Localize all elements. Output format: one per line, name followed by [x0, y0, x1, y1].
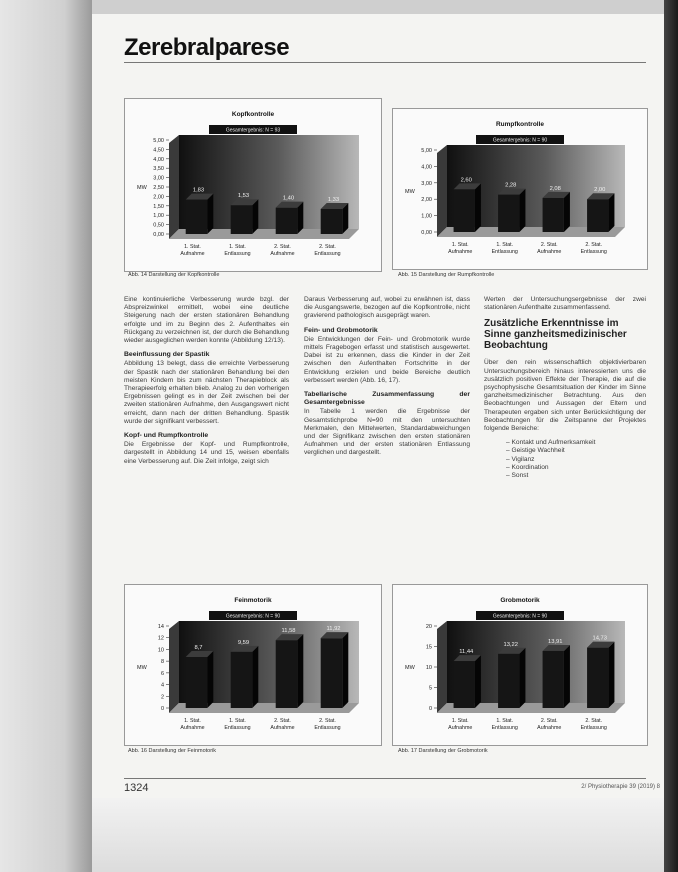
bar-side — [342, 632, 348, 708]
bar-side — [207, 651, 213, 708]
header-rule — [124, 62, 646, 63]
x-tick-label: Entlassung — [224, 251, 251, 257]
x-tick-label: Aufnahme — [537, 249, 562, 255]
x-tick-label: Entlassung — [224, 725, 251, 731]
figure-feinmotorik — [124, 584, 382, 746]
y-tick-label: 0 — [160, 706, 164, 712]
journal-reference: 2/ Physiotherapie 39 (2019) 8 — [581, 784, 660, 790]
paragraph: Eine kontinuierliche Verbesserung wurde bzgl. der Abspreizwinkel ermittelt, wobei eine deutliche Steigerung nach der ersten stationären Behandlung erfolgte und im zu Beginn des 2. Aufenthaltes ein Rückgang zu verzeichnen ist, der durch die Behandlung wieder ausgeglichen werden konnte (Abbildung 12/13). — [124, 296, 289, 345]
text-column-1 — [124, 296, 289, 472]
chart-side-wall — [437, 145, 447, 237]
y-tick-label: 0,00 — [153, 232, 164, 238]
bar-side — [252, 646, 258, 708]
bar — [498, 654, 519, 708]
y-tick-label: 6 — [160, 670, 164, 677]
figure-caption: Abb. 14 Darstellung der Kopfkontrolle — [128, 272, 220, 278]
text-column-2 — [304, 296, 470, 464]
figure-caption: Abb. 16 Darstellung der Feinmotorik — [128, 748, 217, 754]
paragraph: Die Entwicklungen der Fein- und Grobmotorik wurde mittels Fragebogen erfasst und statistisch ausgewertet. Dabei ist zu erkennen, dass die Kinder in der Zeit zwischen den Aufenthalten Fortschritte in der Entwicklung erzielen und beide Bereiche deutlich verbessert werden (Abb. 16, 17). — [304, 335, 470, 384]
y-tick-label: 10 — [157, 647, 164, 654]
y-tick-label: 2,50 — [153, 185, 164, 191]
paragraph: Abbildung 13 belegt, dass die erreichte Verbesserung der Spastik nach der stationären Behandlung bei den meisten Kindern bis zum nächsten Therapieblock als Therapieerfolg erhalten blieb. Analog zu den vorherigen Ergebnissen gelingt es in der Zeit zwischen bei der zweiten stationären Aufnahme, den Ausgangswert nicht erreicht, dann nach der dritten Behandlung. Spastik wurde der signifikant verbessert. — [124, 360, 289, 425]
y-tick-label: 3,50 — [153, 166, 164, 173]
x-tick-label: Aufnahme — [537, 725, 562, 731]
bar — [543, 651, 564, 708]
x-tick-label: 2. Stat. — [540, 242, 558, 248]
bar-side — [475, 183, 481, 232]
y-tick-label: 1,00 — [153, 213, 164, 220]
x-tick-label: 1. Stat. — [496, 718, 514, 724]
figure-rumpfkontrolle — [392, 108, 648, 270]
bar — [231, 205, 253, 234]
bar — [276, 208, 298, 234]
y-axis-label: MW — [137, 185, 147, 191]
list-item: – Geistige Wachheit — [506, 447, 646, 455]
bar — [454, 189, 475, 232]
x-tick-label: 2. Stat. — [585, 242, 603, 248]
page-number: 1324 — [124, 782, 149, 794]
bar — [186, 657, 208, 708]
y-tick-label: 1,00 — [421, 213, 432, 220]
y-axis-label: MW — [405, 189, 415, 195]
chart-svg — [393, 109, 647, 269]
bar-side — [297, 634, 303, 708]
paragraph: Daraus Verbesserung auf, wobei zu erwähnen ist, dass die Ausgangswerte, bezogen auf die Kopfkontrolle, nicht gravierend pathologisch ausgeprägt waren. — [304, 296, 470, 320]
x-tick-label: Entlassung — [580, 249, 607, 255]
data-label: 1,33 — [327, 196, 340, 203]
observation-list — [484, 439, 646, 480]
scan-margin-right — [664, 0, 678, 872]
bar — [321, 638, 343, 708]
bar — [321, 209, 343, 234]
x-tick-label: 1. Stat. — [451, 718, 469, 724]
chart-subtitle: Gesamtergebnis: N = 90 — [492, 137, 548, 144]
x-tick-label: 2. Stat. — [319, 244, 336, 250]
bar — [454, 661, 475, 708]
data-label: 11,58 — [281, 628, 296, 635]
list-item: – Vigilanz — [506, 456, 646, 464]
data-label: 2,28 — [505, 182, 517, 189]
bar-side — [519, 189, 525, 232]
figure-caption: Abb. 17 Darstellung der Grobmotorik — [398, 748, 488, 754]
y-tick-label: 0,00 — [421, 230, 432, 236]
data-label: 1,53 — [237, 193, 250, 200]
chart-title: Rumpfkontrolle — [495, 121, 545, 128]
scan-margin-bottom — [92, 798, 664, 872]
chart-title: Kopfkontrolle — [231, 111, 275, 118]
y-tick-label: 2 — [160, 694, 164, 701]
bar — [498, 195, 519, 232]
bar — [186, 200, 208, 234]
x-tick-label: 2. Stat. — [540, 718, 558, 724]
bar — [587, 199, 608, 232]
footer-rule — [124, 778, 646, 779]
section-heading-large: Zusätzliche Erkenntnisse im Sinne ganzheitsmedizinischer Beobachtung — [484, 318, 627, 352]
x-tick-label: Entlassung — [314, 251, 341, 257]
x-tick-label: Entlassung — [580, 725, 607, 731]
y-tick-label: 4 — [160, 682, 164, 689]
x-tick-label: 1. Stat. — [229, 244, 246, 250]
chart-subtitle: Gesamtergebnis: N = 90 — [225, 613, 281, 620]
data-label: 2,60 — [460, 177, 472, 184]
x-tick-label: 1. Stat. — [451, 242, 469, 248]
bar — [543, 198, 564, 232]
data-label: 11,92 — [326, 626, 341, 633]
section-heading: Kopf- und Rumpfkontrolle — [124, 432, 209, 440]
data-label: 2,08 — [549, 185, 561, 192]
x-tick-label: 1. Stat. — [229, 718, 246, 724]
scan-margin-top — [92, 0, 664, 14]
data-label: 2,00 — [594, 187, 606, 194]
bar-side — [519, 648, 525, 708]
x-tick-label: Aufnahme — [180, 725, 205, 731]
y-tick-label: 2,00 — [421, 197, 432, 204]
data-label: 8,7 — [194, 645, 203, 652]
paragraph: In Tabelle 1 werden die Ergebnisse der Gesamtstichprobe N=90 mit den untersuchten Merkmalen, den Mittelwerten, Standardabweichungen und der Signifikanz zwischen den ersten stationären Aufnahmen und der ersten stationären Entlassung verglichen und dargestellt. — [304, 408, 470, 457]
x-tick-label: 2. Stat. — [274, 718, 291, 724]
figure-grobmotorik — [392, 584, 648, 746]
y-tick-label: 3,00 — [153, 175, 164, 182]
chart-title: Feinmotorik — [234, 597, 272, 604]
y-tick-label: 0 — [428, 706, 432, 712]
x-tick-label: Aufnahme — [270, 251, 295, 257]
bar-side — [564, 192, 570, 232]
y-tick-label: 10 — [425, 665, 432, 671]
data-label: 11,44 — [459, 649, 474, 656]
chart-svg — [125, 99, 381, 271]
x-tick-label: Entlassung — [491, 725, 518, 731]
bar-side — [608, 642, 614, 708]
list-item: – Koordination — [506, 464, 646, 472]
y-tick-label: 5,00 — [421, 148, 432, 154]
y-tick-label: 4,00 — [421, 164, 432, 171]
text-column-3 — [484, 296, 646, 480]
chart-title: Grobmotorik — [500, 597, 540, 604]
x-tick-label: 2. Stat. — [274, 244, 291, 250]
y-tick-label: 14 — [157, 624, 164, 630]
figure-caption: Abb. 15 Darstellung der Rumpfkontrolle — [398, 272, 495, 278]
y-tick-label: 4,00 — [153, 156, 164, 163]
paragraph: Die Ergebnisse der Kopf- und Rumpfkontrolle, dargestellt in Abbildung 14 und 15, weisen ebenfalls eine Verbesserung auf. Die Zeit infolge, zeigt sich — [124, 441, 289, 465]
section-heading: Beeinflussung der Spastik — [124, 351, 210, 359]
y-tick-label: 1,50 — [153, 203, 164, 210]
chart-side-wall — [437, 621, 447, 713]
y-tick-label: 2,00 — [153, 194, 164, 201]
chart-svg — [125, 585, 381, 745]
list-item: – Sonst — [506, 472, 646, 480]
x-tick-label: 2. Stat. — [319, 718, 336, 724]
data-label: 1,83 — [192, 187, 205, 194]
data-label: 14,73 — [592, 635, 608, 642]
y-tick-label: 5,00 — [153, 138, 164, 144]
chart-svg — [393, 585, 647, 745]
y-tick-label: 5 — [428, 685, 432, 692]
y-tick-label: 8 — [160, 659, 164, 666]
bar-side — [207, 194, 213, 234]
paragraph: Über den rein wissenschaftlich objektivierbaren Untersuchungsbereich hinaus interessierten uns die zusätzlich positiven Effekte der Therapie, die auf die psychophysische Gesamtsituation der Kinder im Sinne ganzheitsmedizinischer Betrachtung. Aus den Beobachtungen und Aussagen der Eltern und Therapeuten ergaben sich unter Berücksichtigung der Beobachtungen für die Zeitspanne der Projektes folgende Bereiche: — [484, 359, 646, 433]
bar-side — [475, 655, 481, 708]
scan-margin-left — [0, 0, 92, 872]
data-label: 1,40 — [282, 195, 295, 202]
bar — [231, 652, 253, 708]
y-tick-label: 12 — [157, 635, 164, 642]
chart-subtitle: Gesamtergebnis: N = 90 — [492, 613, 548, 620]
x-tick-label: 1. Stat. — [184, 718, 201, 724]
figure-kopfkontrolle — [124, 98, 382, 272]
section-heading: Tabellarische Zusammenfassung der Gesamtergebnisse — [304, 391, 470, 407]
bar-side — [564, 645, 570, 708]
list-item: – Kontakt und Aufmerksamkeit — [506, 439, 646, 447]
y-axis-label: MW — [137, 665, 147, 671]
data-label: 13,22 — [503, 641, 519, 648]
x-tick-label: Aufnahme — [448, 725, 473, 731]
y-axis-label: MW — [405, 665, 415, 671]
paragraph: Werten der Untersuchungsergebnisse der zwei stationären Aufenthalte zusammenfassend. — [484, 296, 646, 312]
y-tick-label: 3,00 — [421, 180, 432, 187]
data-label: 13,91 — [547, 638, 563, 645]
x-tick-label: Aufnahme — [448, 249, 473, 255]
y-tick-label: 15 — [425, 644, 432, 651]
chart-side-wall — [169, 621, 179, 713]
chart-side-wall — [169, 135, 179, 239]
data-label: 9,59 — [237, 639, 250, 646]
bar-side — [608, 193, 614, 232]
section-heading: Fein- und Grobmotorik — [304, 326, 378, 334]
x-tick-label: Entlassung — [491, 249, 518, 255]
chart-subtitle: Gesamtergebnis: N = 93 — [225, 127, 281, 134]
x-tick-label: 1. Stat. — [496, 242, 514, 248]
y-tick-label: 4,50 — [153, 147, 164, 154]
x-tick-label: Aufnahme — [180, 251, 205, 257]
page-headline: Zerebralparese — [124, 34, 290, 61]
x-tick-label: Aufnahme — [270, 725, 295, 731]
x-tick-label: Entlassung — [314, 725, 341, 731]
y-tick-label: 20 — [425, 624, 432, 630]
x-tick-label: 2. Stat. — [585, 718, 603, 724]
x-tick-label: 1. Stat. — [184, 244, 201, 250]
bar-side — [252, 199, 258, 234]
bar — [276, 640, 298, 708]
y-tick-label: 0,50 — [153, 222, 164, 229]
bar — [587, 648, 608, 708]
